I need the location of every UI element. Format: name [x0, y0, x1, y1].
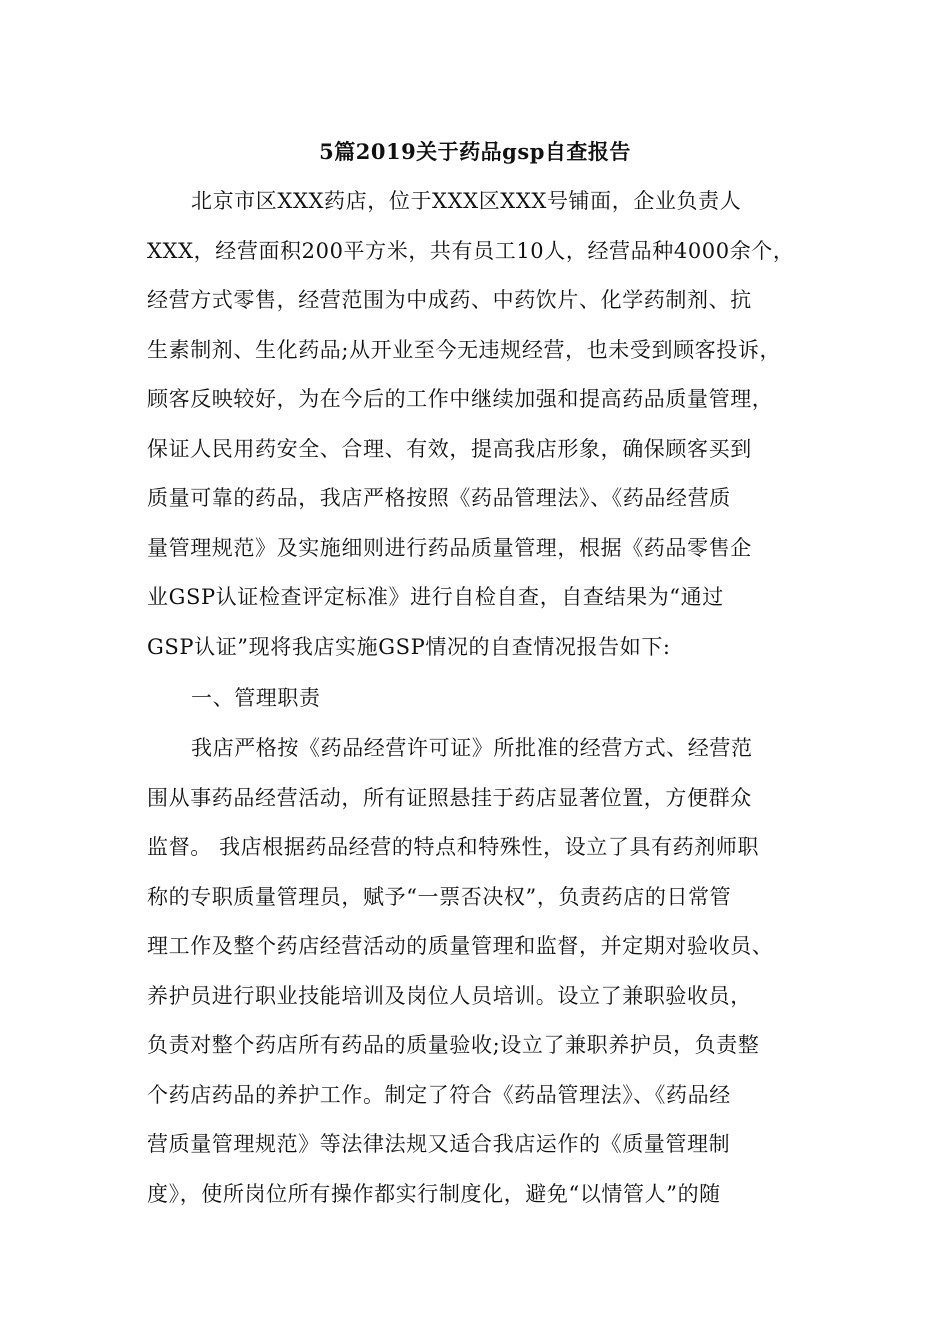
paragraph-line: 保证人民用药安全、合理、有效，提高我店形象，确保顾客买到	[147, 437, 752, 461]
paragraph-line: 生素制剂、生化药品;从开业至今无违规经营，也未受到顾客投诉，	[147, 338, 782, 362]
paragraph-line: 度》，使所岗位所有操作都实行制度化，避免“以情管人”的随	[147, 1182, 721, 1206]
paragraph-line: 北京市区XXX药店，位于XXX区XXX号铺面，企业负责人	[191, 189, 742, 213]
paragraph-line: 质量可靠的药品，我店严格按照《药品管理法》、《药品经营质	[147, 486, 731, 510]
paragraph-line: 业GSP认证检查评定标准》进行自检自查，自查结果为“通过	[147, 585, 724, 609]
paragraph-line: 监督。 我店根据药品经营的特点和特殊性，设立了具有药剂师职	[147, 835, 760, 859]
paragraph-line: 营质量管理规范》等法律法规又适合我店运作的《质量管理制	[147, 1132, 731, 1156]
paragraph-line: 理工作及整个药店经营活动的质量管理和监督，并定期对验收员、	[147, 934, 774, 958]
paragraph-line: 负责对整个药店所有药品的质量验收;设立了兼职养护员，负责整	[147, 1033, 760, 1057]
paragraph-line: 经营方式零售，经营范围为中成药、中药饮片、化学药制剂、抗	[147, 288, 752, 312]
paragraph-line: 称的专职质量管理员，赋予“一票否决权”，负责药店的日常管	[147, 885, 732, 909]
paragraph-line: 量管理规范》及实施细则进行药品质量管理，根据《药品零售企	[147, 536, 752, 560]
paragraph-line: 我店严格按《药品经营许可证》所批准的经营方式、经营范	[191, 736, 753, 760]
document-title: 5篇2019关于药品gsp自查报告	[319, 139, 631, 164]
paragraph-line: 围从事药品经营活动，所有证照悬挂于药店显著位置，方便群众	[147, 786, 752, 810]
section-heading: 一、管理职责	[191, 686, 321, 710]
paragraph-line: XXX，经营面积200平方米，共有员工10人，经营品种4000余个，	[147, 239, 795, 263]
paragraph-line: 顾客反映较好，为在今后的工作中继续加强和提高药品质量管理，	[147, 387, 774, 411]
paragraph-line: GSP认证”现将我店实施GSP情况的自查情况报告如下:	[147, 635, 671, 659]
paragraph-line: 个药店药品的养护工作。制定了符合《药品管理法》、《药品经	[147, 1083, 731, 1107]
paragraph-line: 养护员进行职业技能培训及岗位人员培训。设立了兼职验收员，	[147, 984, 752, 1008]
